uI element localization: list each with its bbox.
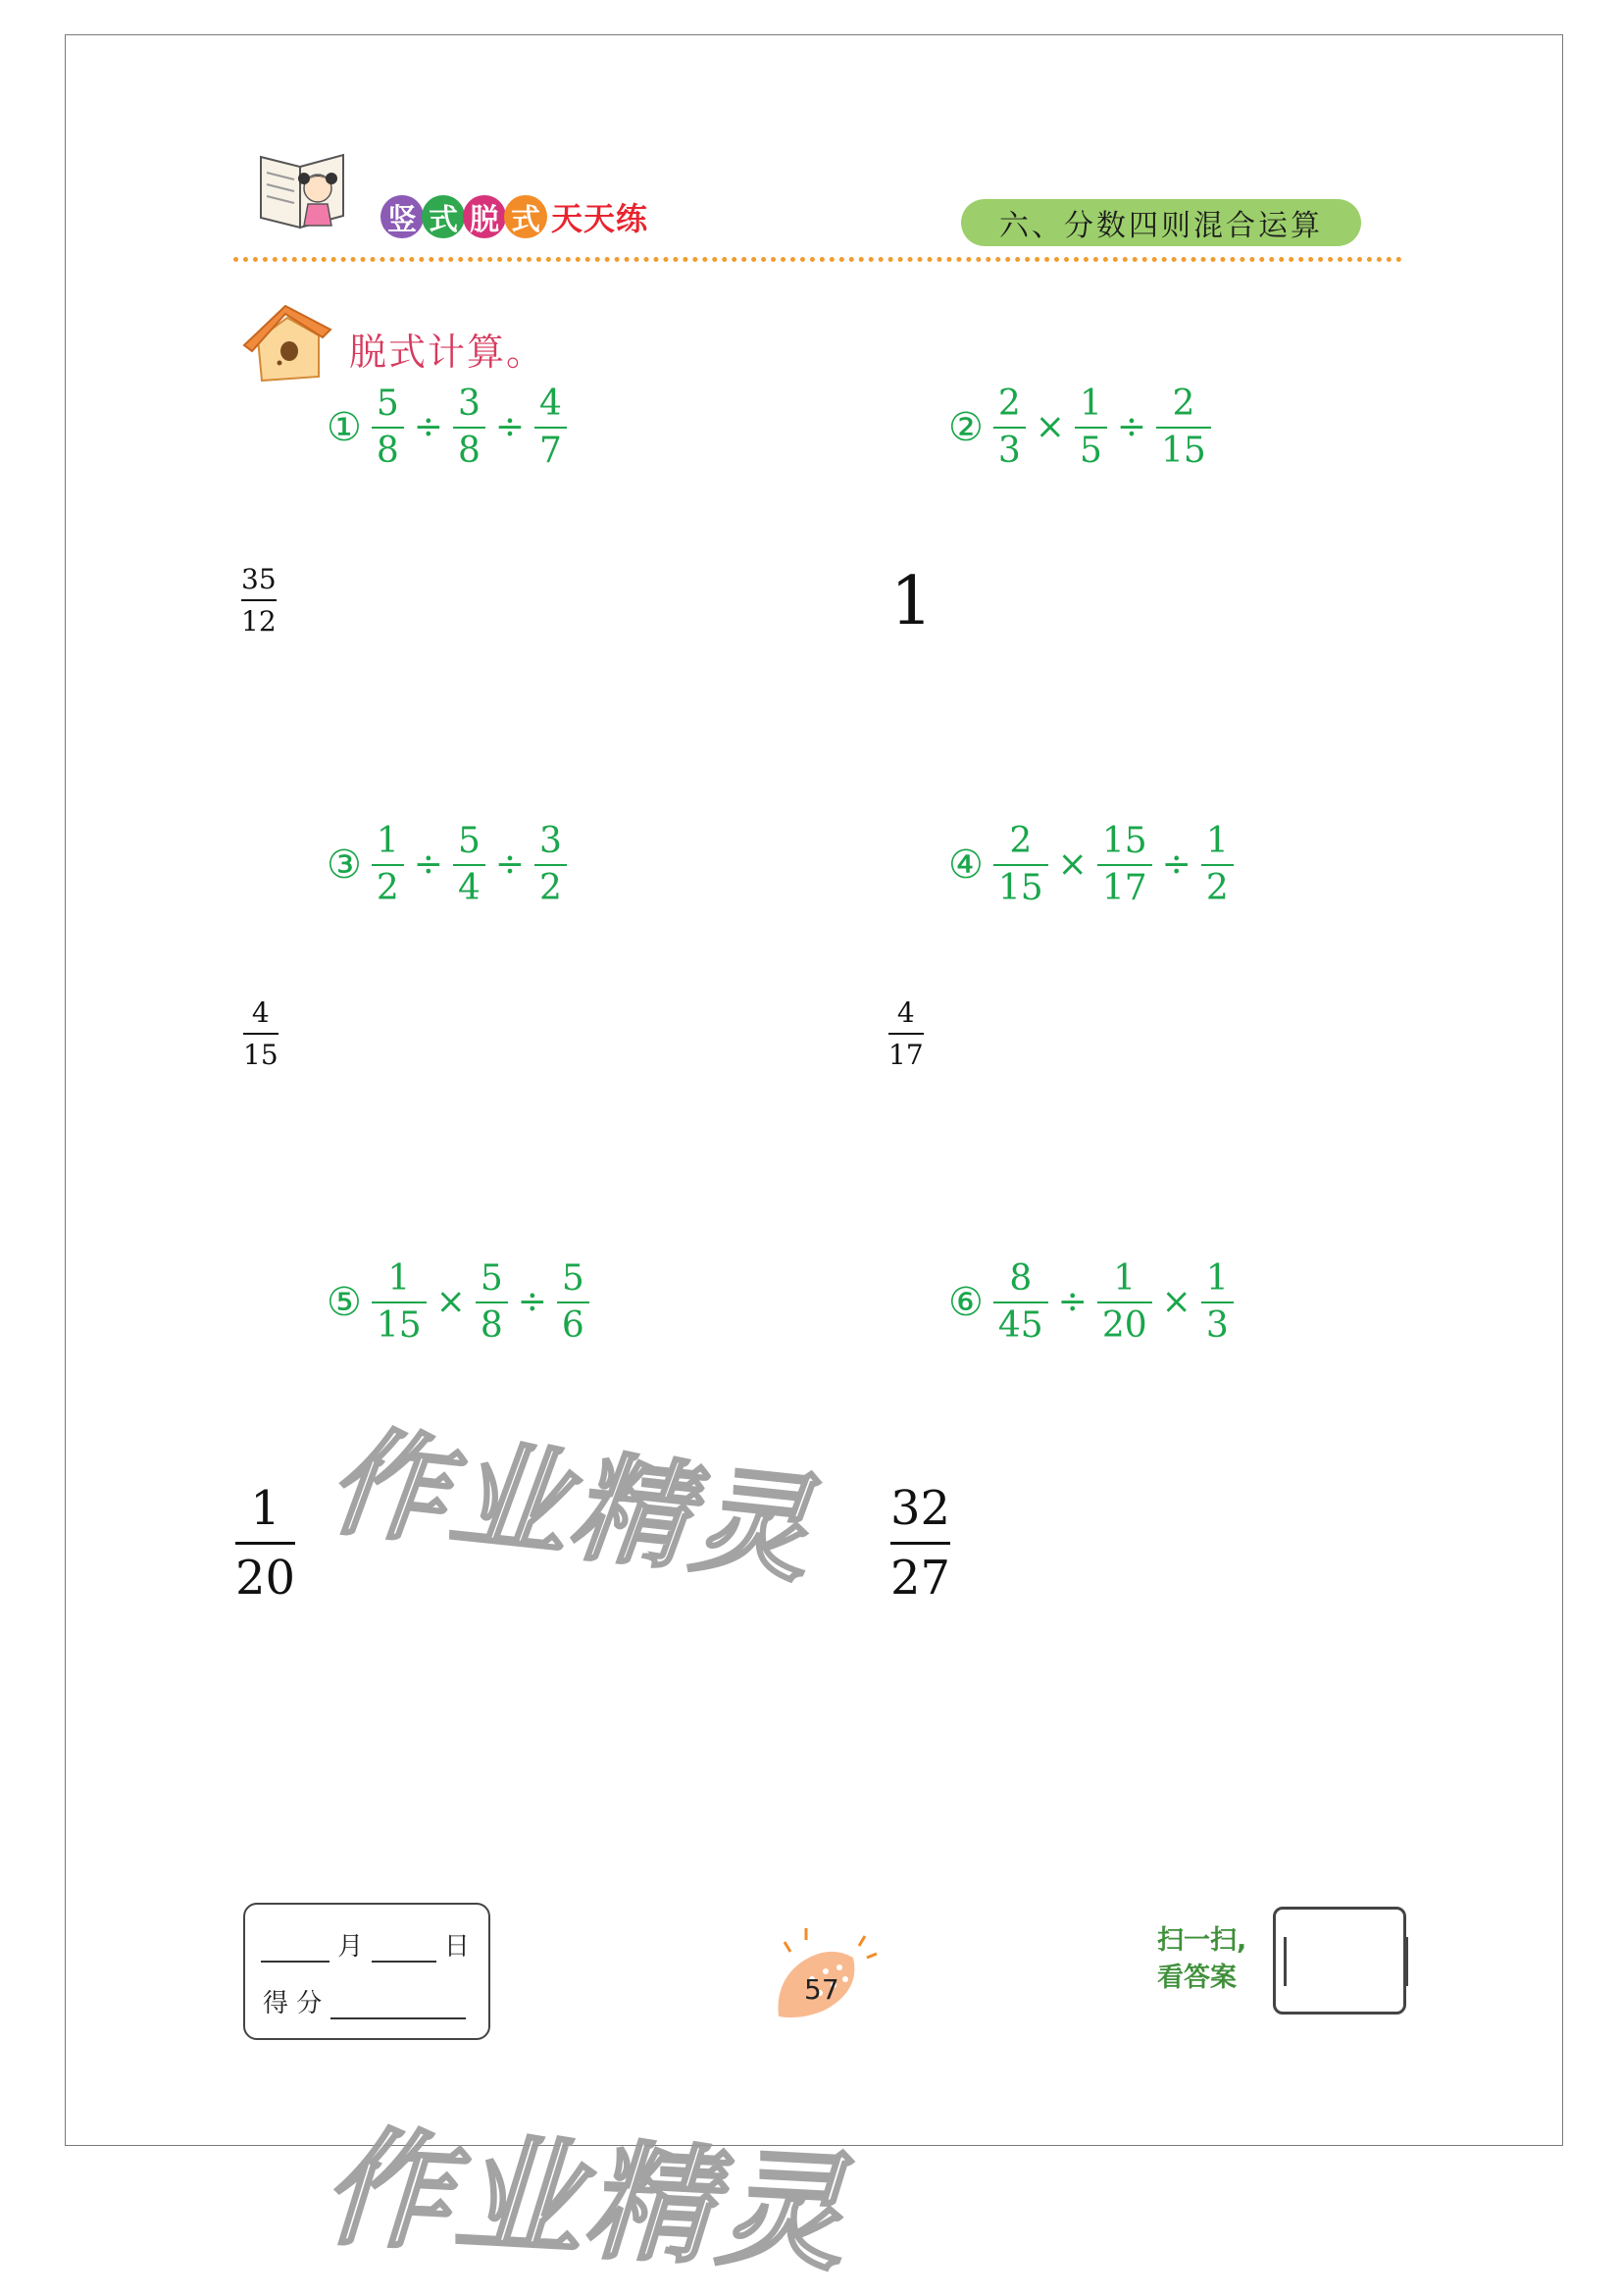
series-badge-4: 式 (504, 195, 547, 238)
problem-4 (948, 822, 1240, 907)
problem-5 (327, 1259, 595, 1345)
date-score-box (243, 1903, 490, 2040)
answer-2: 1 (890, 563, 934, 640)
problem-number: ⑥ (948, 1279, 984, 1325)
series-badge-1: 竖 (380, 195, 424, 238)
fraction: $\frac{5}{8}$ (372, 384, 404, 470)
problem-3 (327, 822, 573, 907)
section-title: 脱式计算。 (349, 331, 546, 374)
book-girl-icon (253, 137, 351, 235)
operator: × (1161, 1282, 1191, 1323)
answer-5: 1 20 (235, 1481, 296, 1606)
series-tail: 天天练 (551, 200, 649, 237)
operator: ÷ (494, 407, 526, 448)
fraction: $\frac{1}{2}$ (1201, 822, 1234, 907)
fraction: $\frac{3}{8}$ (453, 384, 485, 470)
score-label: 得 分 (263, 1989, 323, 2018)
chapter-title: 六、分数四则混合运算 (961, 199, 1361, 246)
answer-1: 35 12 (241, 563, 277, 638)
score-blank[interactable] (330, 2017, 466, 2019)
fraction: $\frac{3}{2}$ (534, 822, 567, 907)
page-number-badge (767, 1922, 885, 2020)
qr-code-placeholder[interactable] (1273, 1907, 1406, 2015)
operator: × (435, 1282, 466, 1323)
fraction: $\frac{5}{8}$ (476, 1259, 508, 1345)
problem-number: ② (948, 404, 984, 450)
fraction: $\frac{1}{15}$ (372, 1259, 427, 1345)
fraction: $\frac{15}{17}$ (1097, 822, 1152, 907)
month-label: 月 (337, 1932, 364, 1962)
month-blank[interactable] (261, 1961, 329, 1963)
watermark-center: 作业精灵 (322, 1413, 821, 1601)
operator: ÷ (517, 1282, 547, 1323)
fraction: $\frac{4}{7}$ (534, 384, 567, 470)
fraction: $\frac{2}{15}$ (1156, 384, 1211, 470)
scan-for-answers (1157, 1922, 1246, 1997)
page-number: 57 (804, 1973, 839, 2006)
fraction: $\frac{5}{6}$ (557, 1259, 589, 1345)
operator: × (1035, 407, 1065, 448)
page-leaf-icon (767, 1922, 885, 2020)
scan-line-1: 扫一扫, (1157, 1925, 1247, 1956)
problem-1 (327, 384, 573, 470)
operator: ÷ (1161, 844, 1191, 886)
fraction: $\frac{2}{3}$ (993, 384, 1026, 470)
problem-2 (948, 384, 1217, 470)
operator: ÷ (413, 844, 443, 886)
operator: × (1057, 844, 1088, 886)
fraction: $\frac{1}{5}$ (1075, 384, 1107, 470)
fraction: $\frac{1}{2}$ (372, 822, 404, 907)
fraction: $\frac{1}{20}$ (1097, 1259, 1152, 1345)
problem-number: ④ (948, 842, 984, 888)
fraction: $\frac{8}{45}$ (993, 1259, 1048, 1345)
answer-6: 32 27 (890, 1481, 951, 1606)
series-badge-2: 式 (422, 195, 465, 238)
operator: ÷ (1057, 1282, 1088, 1323)
problem-number: ③ (327, 842, 362, 888)
problem-number: ⑤ (327, 1279, 362, 1325)
answer-4: 4 17 (888, 996, 924, 1071)
birdhouse-icon (240, 300, 333, 386)
fraction: $\frac{1}{3}$ (1201, 1259, 1234, 1345)
problem-6 (948, 1259, 1240, 1345)
fraction: $\frac{2}{15}$ (993, 822, 1048, 907)
operator: ÷ (1116, 407, 1147, 448)
problem-number: ① (327, 404, 362, 450)
header-divider (233, 257, 1402, 262)
day-blank[interactable] (372, 1961, 436, 1963)
operator: ÷ (494, 844, 526, 886)
answer-3: 4 15 (243, 996, 279, 1071)
scan-line-2: 看答案 (1157, 1963, 1237, 1993)
series-badge-3: 脱 (463, 195, 506, 238)
day-label: 日 (443, 1932, 470, 1962)
watermark-bottom: 作业精灵 (319, 2113, 853, 2289)
operator: ÷ (413, 407, 443, 448)
series-title (380, 194, 648, 239)
fraction: $\frac{5}{4}$ (453, 822, 485, 907)
